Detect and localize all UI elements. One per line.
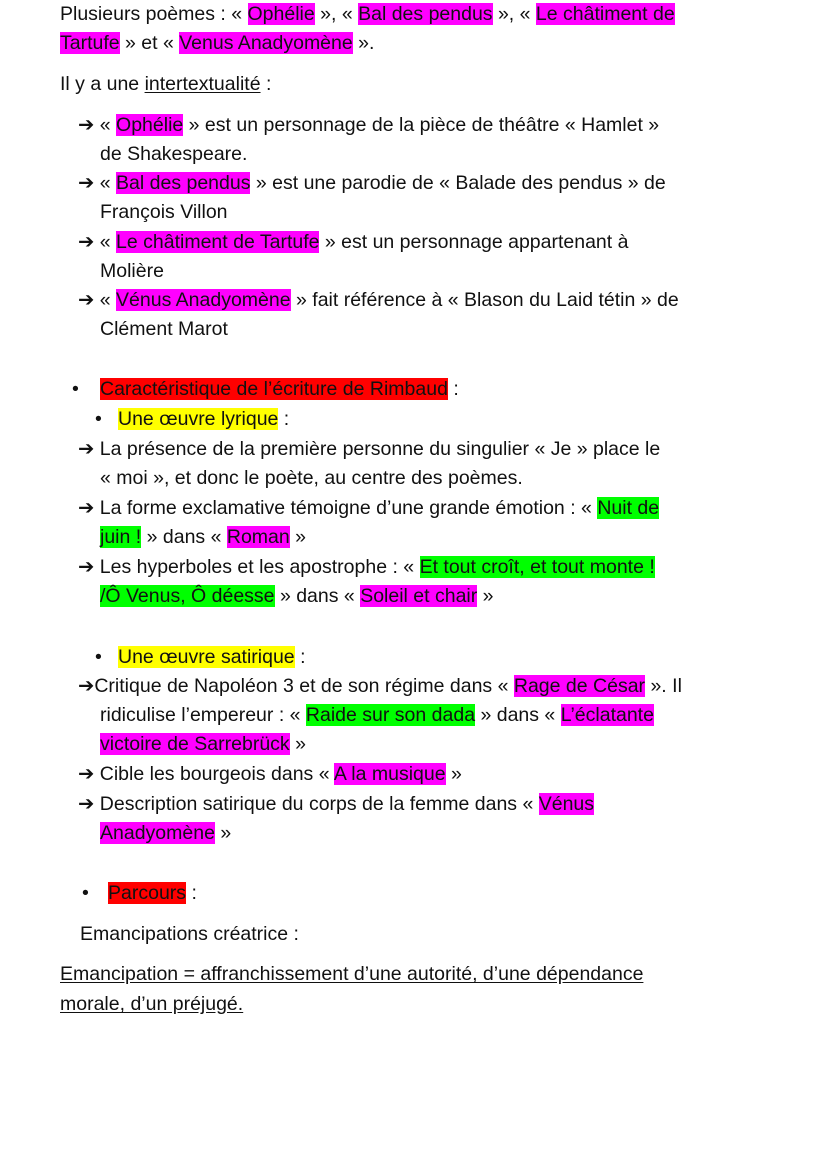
bullet-icon: • [95,646,102,668]
satirique-text: » dans « [475,704,561,726]
satirique-text: ». Il [645,675,682,697]
highlight-nuit-de-juin: Nuit de [597,497,660,519]
emancipation-definition-line-2 [60,990,243,1018]
title-suffix: : [186,882,197,904]
highlight-eclatante-victoire: victoire de Sarrebrück [100,733,290,755]
highlight-o-venus: /Ô Venus, Ô déesse [100,585,275,607]
intertext-item-2 [78,169,666,197]
bullet-icon: • [95,408,102,430]
bullet-icon: • [82,882,89,904]
satirique-text: Critique de Napoléon 3 et de son régime dans « [94,675,514,697]
quote-open: « [94,289,117,311]
definition-text: Emancipation = affranchissement d’une autorité, d’une dépendance [60,963,644,985]
intertext-item-text: » est une parodie de « Balade des pendus » de [250,172,666,194]
quote-open: « [94,231,117,253]
highlight-rage-de-cesar: Rage de César [513,675,646,697]
satirique-title [118,643,306,671]
parcours-title [108,879,197,907]
intertext-item-text: » fait référence à « Blason du Laid tétin » de [290,289,679,311]
intro-separator: », « [492,3,536,25]
lyrique-item-2-cont [100,523,306,551]
highlight-venus-anadyomene: Vénus Anadyomène [116,289,291,311]
title-suffix: : [294,646,306,668]
intertext-item-1-cont [100,140,247,168]
lyrique-text: » dans « [274,585,361,607]
title-suffix: : [447,378,459,400]
arrow-icon: ➔ [78,289,95,311]
lyrique-item-1-cont [100,464,523,492]
highlight-raide-sur-son-dada: Raide sur son dada [305,704,476,726]
bullet-icon: • [72,378,79,400]
satirique-item-3 [78,790,594,818]
highlight-soleil-et-chair: Soleil et chair [360,585,478,607]
satirique-title-highlight: Une œuvre satirique [118,646,295,668]
satirique-text: Cible les bourgeois dans « [94,763,334,785]
highlight-chatiment-tartufe: Le châtiment de Tartufe [116,231,320,253]
lyrique-text: Les hyperboles et les apostrophe : « [94,556,420,578]
intertext-item-2-cont [100,198,228,226]
satirique-item-1 [78,672,682,700]
quote-open: « [94,172,117,194]
satirique-text: ridiculise l’empereur : « [100,704,306,726]
intertext-item-4-cont [100,315,228,343]
parcours-title-highlight: Parcours [108,882,187,904]
arrow-icon: ➔ [78,497,95,519]
arrow-icon: ➔ [78,438,95,460]
emancipation-definition-line-1 [60,960,643,988]
intro-prefix: Plusieurs poèmes : « [60,3,248,25]
arrow-icon: ➔ [78,231,95,253]
section-rimbaud-title [100,375,459,403]
lyrique-text: » [289,526,306,548]
satirique-item-1-cont [100,701,654,729]
intro-line-2 [60,29,374,57]
intertext-term: intertextualité [144,73,261,95]
poem-bal-des-pendus: Bal des pendus [358,3,493,25]
satirique-item-2 [78,760,462,788]
intro-line-1 [60,0,675,28]
arrow-icon: ➔ [78,763,95,785]
lyrique-item-3-cont [100,582,494,610]
lyrique-title-highlight: Une œuvre lyrique [118,408,279,430]
title-suffix: : [278,408,290,430]
lyrique-title [118,405,289,433]
satirique-item-1-cont2 [100,730,306,758]
poem-venus-anadyomene: Venus Anadyomène [179,32,353,54]
highlight-a-la-musique: A la musique [333,763,446,785]
intertext-item-text: Clément Marot [100,318,228,340]
intertext-item-text: Molière [100,260,164,282]
poem-chatiment-tartufe-part2: Tartufe [60,32,120,54]
arrow-icon: ➔ [78,793,95,815]
lyrique-item-2 [78,494,659,522]
lyrique-text: » [477,585,494,607]
lyrique-text: La présence de la première personne du singulier « Je » place le [94,438,661,460]
intertext-item-text: de Shakespeare. [100,143,248,165]
intertext-prefix: Il y a une [60,73,145,95]
intro-separator: » et « [119,32,180,54]
intertext-item-text: » est un personnage appartenant à [319,231,629,253]
parcours-subtitle: Emancipations créatrice : [80,923,299,945]
intertext-item-4 [78,286,679,314]
intertext-item-3 [78,228,628,256]
arrow-icon: ➔ [78,172,95,194]
highlight-eclatante-victoire: L’éclatante [560,704,654,726]
intertext-suffix: : [260,73,272,95]
highlight-et-tout-croit: Et tout croît, et tout monte ! [419,556,655,578]
poem-chatiment-tartufe-part1: Le châtiment de [535,3,675,25]
arrow-icon: ➔ [78,675,95,697]
intertext-item-1 [78,111,659,139]
intro-separator: », « [314,3,359,25]
satirique-text: » [289,733,306,755]
section-title-highlight: Caractéristique de l’écriture de Rimbaud [100,378,448,400]
lyrique-text: » dans « [141,526,227,548]
highlight-nuit-de-juin: juin ! [100,526,142,548]
poem-ophelie: Ophélie [247,3,315,25]
satirique-text: Description satirique du corps de la femme dans « [94,793,539,815]
quote-open: « [94,114,117,136]
lyrique-item-3 [78,553,655,581]
highlight-ophelie: Ophélie [116,114,184,136]
lyrique-item-1 [78,435,660,463]
intertext-heading [60,70,271,98]
lyrique-text: « moi », et donc le poète, au centre des poèmes. [100,467,523,489]
intro-suffix: ». [352,32,375,54]
arrow-icon: ➔ [78,556,95,578]
intertext-item-3-cont [100,257,164,285]
satirique-item-3-cont [100,819,231,847]
highlight-roman: Roman [226,526,290,548]
arrow-icon: ➔ [78,114,95,136]
intertext-item-text: François Villon [100,201,228,223]
satirique-text: » [214,822,232,844]
satirique-text: » [445,763,462,785]
highlight-bal-des-pendus: Bal des pendus [116,172,251,194]
highlight-venus-anadyomene: Vénus [538,793,595,815]
intertext-item-text: » est un personnage de la pièce de théâtre « Hamlet » [183,114,660,136]
lyrique-text: La forme exclamative témoigne d’une grande émotion : « [94,497,598,519]
highlight-venus-anadyomene: Anadyomène [100,822,215,844]
definition-text: morale, d’un préjugé. [60,993,244,1015]
